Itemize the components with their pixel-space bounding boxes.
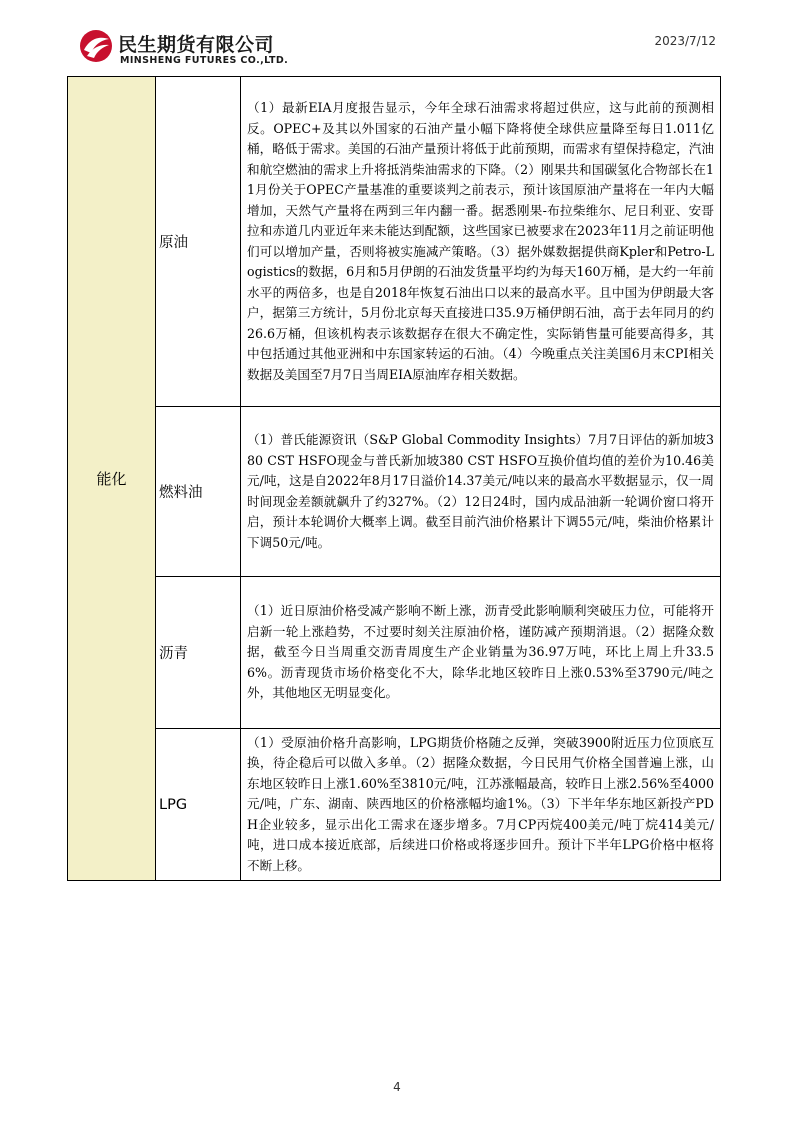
company-logo [78, 28, 318, 72]
item-content-cell: （1）近日原油价格受减产影响不断上涨，沥青受此影响顺利突破压力位，可能将开启新一轮上涨趋势，不过要时刻关注原油价格，谨防减产预期消退。（2）据隆众数据，截至今日当周重交沥青周度生产企业销量为36.97万吨，环比上周上升33.56%。沥青现货市场价格变化不大，除华北地区较昨日上涨0.53%至3790元/吨之外，其他地区无明显变化。 [241, 577, 721, 729]
item-content-cell: （1）普氏能源资讯（S&P Global Commodity Insights）7月7日评估的新加坡380 CST HSFO现金与普氏新加坡380 CST HSFO互换价值均值的差价为10.46美元/吨，这是自2022年8月17日溢价14.37美元/吨以来的最高水平数据显示，仅一周时间现金差额就飙升了约327%。（2）12日24时，国内成品油新一轮调价窗口将开启，预计本轮调价大概率上调。截至目前汽油价格累计下调55元/吨，柴油价格累计下调50元/吨。 [241, 407, 721, 577]
item-name-cell: LPG [156, 729, 241, 881]
page-number: 4 [393, 1080, 401, 1094]
item-name-cell: 原油 [156, 77, 241, 407]
item-name-cell: 沥青 [156, 577, 241, 729]
sector-cell: 能化 [68, 77, 156, 881]
company-name-en: MINSHENG FUTURES CO.,LTD. [120, 55, 289, 66]
minsheng-logo-icon [78, 28, 114, 64]
item-name-cell: 燃料油 [156, 407, 241, 577]
company-name-cn: 民生期货有限公司 [118, 34, 275, 56]
table-row-crude-oil [68, 77, 721, 407]
item-content-cell: （1）最新EIA月度报告显示，今年全球石油需求将超过供应，这与此前的预测相反。OPEC+及其以外国家的石油产量小幅下降将使全球供应量降至每日1.011亿桶，略低于需求。美国的石油产量预计将低于此前预期，而需求有望保持稳定，汽油和航空燃油的需求上升将抵消柴油需求的下降。（2）刚果共和国碳氢化合物部长在11月份关于OPEC产量基准的重要谈判之前表示，预计该国原油产量将在一年内大幅增加，天然气产量将在两到三年内翻一番。据悉刚果-布拉柴维尔、尼日利亚、安哥拉和赤道几内亚近年来未能达到配额，这些国家已被要求在2023年11月之前证明他们可以增加产量，否则将被实施减产策略。（3）据外媒数据提供商Kpler和Petro-Logistics的数据，6月和5月伊朗的石油发货量平均约为每天160万桶，是大约一年前水平的两倍多，也是自2018年恢复石油出口以来的最高水平。且中国为伊朗最大客户，据第三方统计，5月份北京每天直接进口35.9万桶伊朗石油，高于去年同月的约26.6万桶，但该机构表示该数据存在很大不确定性，实际销售量可能要高得多，其中包括通过其他亚洲和中东国家转运的石油。（4）今晚重点关注美国6月末CPI相关数据及美国至7月7日当周EIA原油库存相关数据。 [241, 77, 721, 407]
page-header [0, 0, 794, 78]
item-content-cell: （1）受原油价格升高影响，LPG期货价格随之反弹，突破3900附近压力位顶底互换，待企稳后可以做入多单。（2）据隆众数据，今日民用气价格全国普遍上涨，山东地区较昨日上涨1.60%至3810元/吨，江苏涨幅最高，较昨日上涨2.56%至4000元/吨，广东、湖南、陕西地区的价格涨幅均逾1%。（3）下半年华东地区新投产PDH企业较多，显示出化工需求在逐步增多。7月CP丙烷400美元/吨丁烷414美元/吨，进口成本接近底部，后续进口价格或将逐步回升。预计下半年LPG价格中枢将不断上移。 [241, 729, 721, 881]
energy-chemical-table [67, 76, 721, 881]
table-row-fuel-oil [68, 407, 721, 577]
table-row-asphalt [68, 577, 721, 729]
table-row-lpg [68, 729, 721, 881]
report-date: 2023/7/12 [654, 34, 716, 48]
